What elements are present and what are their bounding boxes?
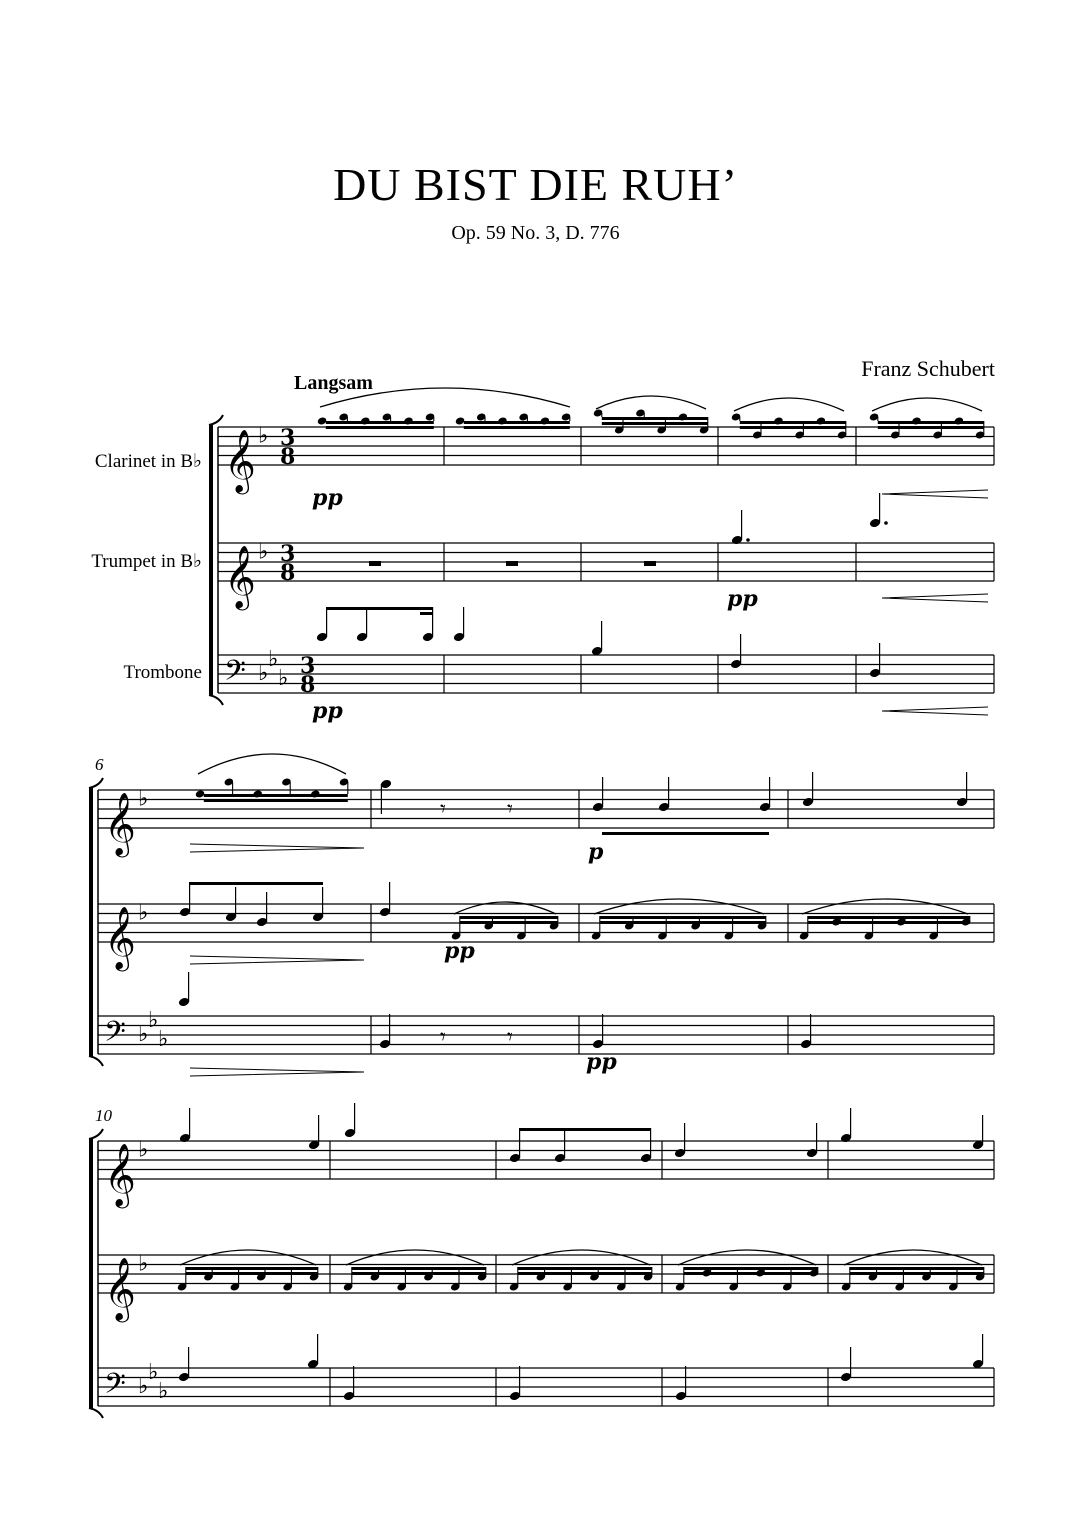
flat-sign-icon: ♭ [148,1007,159,1033]
notehead [455,416,466,425]
beam [518,1267,652,1270]
slur [512,1250,650,1265]
beam [189,882,323,885]
beam [352,1272,486,1275]
bracket-hook [209,415,223,425]
rest-icon [506,561,518,566]
slur [346,1250,484,1265]
beam [460,916,558,919]
beam [518,1272,652,1275]
bracket-hook [89,778,103,788]
beam [808,921,970,924]
beam [602,422,708,425]
time-signature-top: 3 [280,541,296,567]
instrument-label-trumpet: Trumpet in B♭ [91,551,202,572]
beam [464,426,570,429]
time-signature-top: 3 [300,653,316,679]
system-bracket [209,425,213,695]
beam [352,1267,486,1270]
notehead [317,416,328,425]
dynamic-clarinet-m8: p [588,839,604,865]
dynamic-trombone-m1: pp [312,698,343,724]
slur [596,396,706,409]
bass-clef-icon: 𝄢 [104,1015,126,1056]
beam [684,1272,818,1275]
beam [186,1267,318,1270]
beam [326,421,434,424]
treble-clef-icon: 𝄞 [224,545,256,608]
decrescendo-hairpin [190,1068,364,1076]
time-signature-bottom: 8 [280,560,296,586]
beam [326,426,434,429]
treble-clef-icon: 𝄞 [224,429,256,492]
flat-sign-icon: ♭ [138,1022,149,1047]
beam [600,916,766,919]
flat-sign-icon: ♭ [138,900,149,926]
bracket-hook [209,695,223,705]
decrescendo-hairpin [190,844,364,852]
measure-number-10: 10 [95,1106,112,1125]
flat-sign-icon: ♭ [138,1251,149,1277]
decrescendo-hairpin [190,956,364,964]
flat-sign-icon: ♭ [138,786,149,812]
crescendo-hairpin [882,707,988,715]
beam [602,417,708,420]
dot [746,538,750,542]
flat-sign-icon: ♭ [158,1026,169,1052]
beam [878,426,984,429]
flat-sign-icon: ♭ [148,1359,159,1385]
beam [464,421,570,424]
beam [850,1267,984,1270]
beam [878,421,984,424]
beam [326,607,433,610]
beam [740,421,846,424]
flat-sign-icon: ♭ [268,646,279,672]
flat-sign-icon: ♭ [138,1374,149,1399]
measure-number-6: 6 [95,755,104,774]
rest-icon: 𝄾 [440,797,446,822]
flat-sign-icon: ♭ [278,665,289,691]
rest-icon: 𝄾 [507,797,513,822]
slur [734,398,844,411]
dynamic-trombone-m8: pp [586,1049,617,1075]
slur [802,899,968,914]
dynamic-clarinet-m1: pp [312,485,343,511]
slur [180,1250,316,1265]
rest-icon: 𝄾 [507,1025,513,1050]
beam [684,1267,818,1270]
flat-sign-icon: ♭ [138,1137,149,1163]
beam [808,916,970,919]
beam [204,794,348,797]
bass-clef-icon: 𝄢 [104,1367,126,1408]
system-bracket [89,788,93,1056]
rest-icon [644,561,656,566]
slur [872,398,982,411]
flat-sign-icon: ♭ [258,423,269,449]
beam [460,921,558,924]
treble-clef-icon: 𝄞 [104,906,136,969]
instrument-label-clarinet: Clarinet in B♭ [94,451,202,472]
tempo-marking: Langsam [294,372,373,394]
rest-icon [369,561,381,566]
dynamic-trumpet-m7: pp [444,938,475,964]
beam [420,612,433,615]
bracket-hook [89,1056,103,1066]
composer-name: Franz Schubert [861,356,995,381]
treble-clef-icon: 𝄞 [104,1143,136,1206]
slur [844,1250,982,1265]
rest-icon: 𝄾 [440,1025,446,1050]
slur [594,899,764,914]
dynamic-trumpet-m4: pp [727,586,758,612]
dot [884,521,888,525]
bass-clef-icon: 𝄢 [224,654,246,695]
time-signature-top: 3 [280,425,296,451]
flat-sign-icon: ♭ [258,539,269,565]
treble-clef-icon: 𝄞 [104,792,136,855]
flat-sign-icon: ♭ [258,661,269,686]
crescendo-hairpin [882,490,988,498]
beam [600,921,766,924]
crescendo-hairpin [882,594,988,602]
bracket-hook [89,1129,103,1139]
bracket-hook [89,1408,103,1418]
beam [186,1272,318,1275]
notehead [195,789,206,798]
score-title: DU BIST DIE RUH’ [333,159,738,210]
instrument-label-trombone: Trombone [123,662,202,683]
beam [519,1128,650,1131]
treble-clef-icon: 𝄞 [104,1257,136,1320]
time-signature-bottom: 8 [280,444,296,470]
slur [320,388,570,407]
system-bracket [89,1139,93,1408]
beam [850,1272,984,1275]
flat-sign-icon: ♭ [158,1378,169,1404]
slur [198,754,346,774]
slur [678,1250,816,1265]
beam [740,426,846,429]
score-subtitle: Op. 59 No. 3, D. 776 [451,222,620,244]
beam [204,799,348,802]
beam [602,832,769,835]
time-signature-bottom: 8 [300,672,316,698]
